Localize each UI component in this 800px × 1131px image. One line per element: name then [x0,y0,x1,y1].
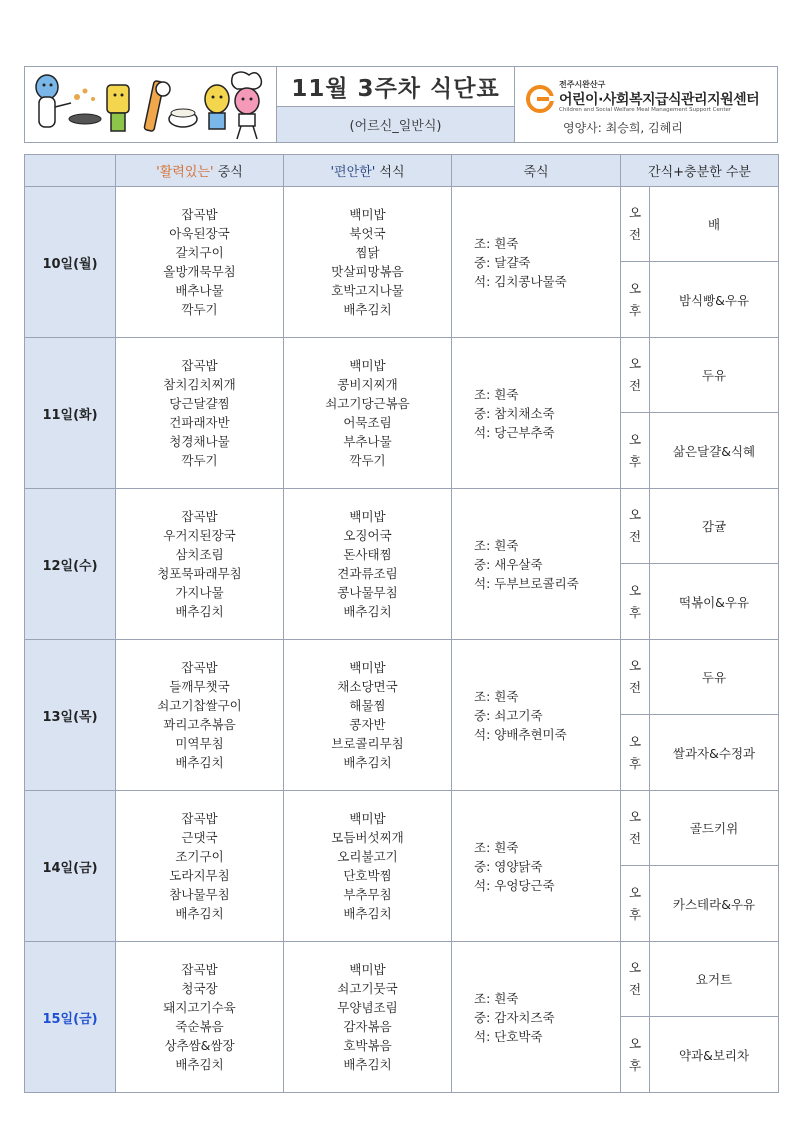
lunch-item: 참치김치찌개 [163,377,236,392]
day-row [25,942,779,1017]
dinner-item: 부추나물 [343,434,392,449]
lunch-item: 상추쌈&쌈장 [164,1038,235,1053]
day-date: 14일(금) [25,791,116,942]
slot-pm: 오 후 [621,413,650,489]
table-header-row [25,155,779,187]
day-date: 11일(화) [25,338,116,489]
header-day [25,155,116,187]
porridge-item: 중: 영양닭죽 [474,858,543,874]
slot-pm: 오 후 [621,866,650,942]
lunch-menu [116,791,284,942]
lunch-item: 배추김치 [175,906,224,921]
slot-pm: 오 후 [621,1017,650,1093]
porridge-menu [452,942,621,1093]
dinner-item: 배추김치 [343,1057,392,1072]
dinner-item: 콩비지찌개 [337,377,398,392]
porridge-item: 중: 새우살죽 [474,556,543,572]
porridge-item: 중: 쇠고기죽 [474,707,543,723]
header-snack: 간식+충분한 수분 [621,155,779,187]
snack-am: 배 [650,187,779,262]
lunch-item: 돼지고기수육 [163,1000,236,1015]
porridge-item: 중: 참치채소죽 [474,405,555,421]
porridge-item: 석: 단호박죽 [474,1028,543,1044]
lunch-item: 배추김치 [175,604,224,619]
porridge-item: 중: 감자치즈죽 [474,1009,555,1025]
day-row [25,338,779,413]
snack-pm: 밤식빵&우유 [650,262,779,338]
header-box [24,66,778,143]
porridge-item: 석: 김치콩나물죽 [474,273,567,289]
porridge-item: 조: 흰죽 [474,990,519,1006]
porridge-item: 석: 당근부추죽 [474,424,555,440]
dinner-item: 깍두기 [349,453,386,468]
porridge-item: 석: 두부브로콜리죽 [474,575,579,591]
lunch-item: 죽순볶음 [175,1019,224,1034]
lunch-item: 올방개묵무침 [163,264,236,279]
dinner-item: 모듬버섯찌개 [331,830,404,845]
lunch-item: 배추나물 [175,283,224,298]
lunch-item: 건파래자반 [169,415,230,430]
dinner-item: 단호박찜 [343,868,392,883]
dinner-item: 돈사태찜 [343,547,392,562]
porridge-item: 조: 흰죽 [474,537,519,553]
snack-am: 요거트 [650,942,779,1017]
snack-pm: 쌀과자&수정과 [650,715,779,791]
dinner-item: 배추김치 [343,302,392,317]
dinner-item: 해물찜 [349,698,386,713]
lunch-menu [116,338,284,489]
lunch-menu [116,942,284,1093]
porridge-item: 조: 흰죽 [474,688,519,704]
dinner-item: 콩자반 [349,717,386,732]
lunch-item: 잡곡밥 [181,207,218,222]
dinner-menu [284,338,452,489]
snack-am: 두유 [650,338,779,413]
lunch-item: 당근달걀찜 [169,396,230,411]
lunch-item: 잡곡밥 [181,811,218,826]
org-name: 어린이·사회복지급식관리지원센터 [559,92,760,108]
lunch-item: 배추김치 [175,755,224,770]
dinner-item: 백미밥 [349,660,386,675]
dinner-item: 채소당면국 [337,679,398,694]
dinner-item: 오리불고기 [337,849,398,864]
slot-pm: 오 후 [621,564,650,640]
lunch-menu [116,489,284,640]
dinner-item: 콩나물무침 [337,585,398,600]
porridge-item: 조: 흰죽 [474,235,519,251]
porridge-item: 조: 흰죽 [474,386,519,402]
chef-illustration [25,67,277,142]
cooking-characters-icon [25,67,277,142]
lunch-item: 쇠고기찹쌀구이 [157,698,242,713]
dinner-menu [284,640,452,791]
meal-table [24,154,779,1093]
lunch-item: 청포묵파래무침 [157,566,242,581]
porridge-menu [452,640,621,791]
day-date: 15일(금) [25,942,116,1093]
dinner-menu [284,942,452,1093]
slot-am: 오 전 [621,338,650,413]
header-porridge: 죽식 [452,155,621,187]
dinner-item: 오징어국 [343,528,392,543]
page-title: 11월 3주차 식단표 [277,67,514,107]
dinner-menu [284,489,452,640]
organization-info [515,67,777,142]
porridge-item: 석: 우엉당근죽 [474,877,555,893]
dinner-item: 배추김치 [343,604,392,619]
lunch-item: 깍두기 [181,453,218,468]
dinner-item: 감자볶음 [343,1019,392,1034]
snack-pm: 카스테라&우유 [650,866,779,942]
snack-am: 골드키위 [650,791,779,866]
day-row [25,791,779,866]
lunch-item: 미역무침 [175,736,224,751]
snack-am: 두유 [650,640,779,715]
title-box [277,67,515,142]
lunch-item: 도라지무침 [169,868,230,883]
porridge-item: 석: 양배추현미죽 [474,726,567,742]
snack-pm: 삶은달걀&식혜 [650,413,779,489]
dinner-item: 호박볶음 [343,1038,392,1053]
lunch-item: 청경채나물 [169,434,230,449]
dinner-item: 어묵조림 [343,415,392,430]
lunch-item: 들깨무챗국 [169,679,230,694]
day-row [25,187,779,262]
lunch-item: 삼치조림 [175,547,224,562]
porridge-item: 중: 달걀죽 [474,254,531,270]
slot-am: 오 전 [621,640,650,715]
dinner-item: 호박고지나물 [331,283,404,298]
dinner-item: 북엇국 [349,226,386,241]
dinner-item: 쇠고기당근볶음 [325,396,410,411]
porridge-menu [452,338,621,489]
lunch-item: 아욱된장국 [169,226,230,241]
lunch-item: 조기구이 [175,849,224,864]
porridge-menu [452,791,621,942]
lunch-item: 잡곡밥 [181,660,218,675]
snack-am: 감귤 [650,489,779,564]
page-subtitle: (어르신_일반식) [277,107,514,142]
dinner-menu [284,187,452,338]
lunch-item: 우거지된장국 [163,528,236,543]
lunch-item: 청국장 [181,981,218,996]
porridge-menu [452,489,621,640]
day-date: 12일(수) [25,489,116,640]
dinner-item: 백미밥 [349,811,386,826]
header-dinner: '편안한' 석식 [284,155,452,187]
org-district: 전주시완산구 [559,80,606,89]
center-logo-icon [525,84,555,114]
dinner-item: 배추김치 [343,906,392,921]
lunch-item: 꽈리고추볶음 [163,717,236,732]
dinner-item: 맛살피망볶음 [331,264,404,279]
dinner-item: 견과류조림 [337,566,398,581]
day-row [25,489,779,564]
slot-pm: 오 후 [621,262,650,338]
snack-pm: 약과&보리차 [650,1017,779,1093]
header-lunch: '활력있는' 중식 [116,155,284,187]
lunch-item: 잡곡밥 [181,358,218,373]
slot-pm: 오 후 [621,715,650,791]
slot-am: 오 전 [621,489,650,564]
dinner-item: 찜닭 [355,245,380,260]
dinner-item: 백미밥 [349,962,386,977]
day-row [25,640,779,715]
dinner-item: 부추무침 [343,887,392,902]
org-english-name: Children and Social Welfare Meal Management Support Center [559,107,732,113]
dinner-menu [284,791,452,942]
porridge-item: 조: 흰죽 [474,839,519,855]
lunch-item: 참나물무침 [169,887,230,902]
day-date: 10일(월) [25,187,116,338]
lunch-item: 잡곡밥 [181,962,218,977]
lunch-menu [116,640,284,791]
slot-am: 오 전 [621,187,650,262]
day-date: 13일(목) [25,640,116,791]
slot-am: 오 전 [621,791,650,866]
slot-am: 오 전 [621,942,650,1017]
dinner-item: 브로콜리무침 [331,736,404,751]
dinner-item: 백미밥 [349,358,386,373]
dinner-item: 쇠고기뭇국 [337,981,398,996]
lunch-menu [116,187,284,338]
dinner-item: 백미밥 [349,207,386,222]
lunch-item: 가지나물 [175,585,224,600]
porridge-menu [452,187,621,338]
dinner-item: 무양념조림 [337,1000,398,1015]
snack-pm: 떡볶이&우유 [650,564,779,640]
lunch-item: 근댓국 [181,830,218,845]
dinner-item: 백미밥 [349,509,386,524]
lunch-item: 잡곡밥 [181,509,218,524]
dietitians: 영양사: 최승희, 김혜리 [563,121,683,135]
lunch-item: 깍두기 [181,302,218,317]
lunch-item: 갈치구이 [175,245,224,260]
lunch-item: 배추김치 [175,1057,224,1072]
dinner-item: 배추김치 [343,755,392,770]
